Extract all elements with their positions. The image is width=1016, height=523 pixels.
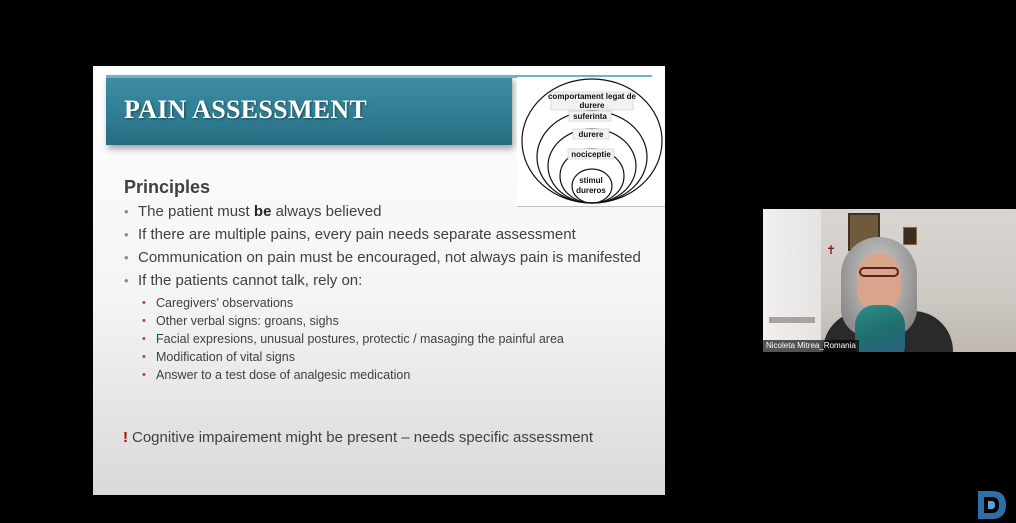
sub-bullet-item: • Caregivers’ observations bbox=[138, 294, 643, 312]
participant-scarf bbox=[855, 305, 905, 352]
diagram-label-comportament: comportament legat de bbox=[547, 92, 637, 101]
participant-video-tile[interactable] bbox=[763, 209, 1016, 352]
participant-face bbox=[857, 253, 901, 311]
shared-slide bbox=[93, 66, 665, 495]
sub-bullet-item: • Modification of vital signs bbox=[138, 348, 643, 366]
participant-glasses bbox=[859, 267, 899, 277]
bullet-item: • Communication on pain must be encouraged, not always pain is manifested bbox=[123, 248, 643, 267]
pain-concentric-diagram bbox=[517, 77, 665, 207]
background-window bbox=[763, 209, 821, 352]
sub-bullet-item: • Facial expresions, unusual postures, protectic / masaging the painful area bbox=[138, 330, 643, 348]
diagram-label-durere: durere bbox=[578, 130, 604, 139]
diagram-label-stimul: stimul bbox=[579, 176, 603, 185]
background-ornament: ✝ bbox=[826, 243, 837, 257]
bullet-item: • If there are multiple pains, every pain needs separate assessment bbox=[123, 225, 643, 244]
diagram-label-dureros: dureros bbox=[576, 186, 606, 195]
sub-bullet-item: • Answer to a test dose of analgesic medication bbox=[138, 366, 643, 384]
sub-bullet-item: • Other verbal signs: groans, sighs bbox=[138, 312, 643, 330]
slide-title: PAIN ASSESSMENT bbox=[124, 95, 368, 124]
exclamation-mark: ! bbox=[123, 429, 128, 446]
bullet-item: • The patient must be always believed bbox=[123, 202, 643, 221]
principles-list bbox=[123, 202, 643, 388]
cognitive-note bbox=[123, 429, 593, 446]
diagram-label-nociceptie: nociceptie bbox=[571, 150, 611, 159]
diagram-label-durere-top: durere bbox=[579, 101, 605, 110]
participant-name-label: Nicoleta Mitrea_Romania bbox=[763, 340, 859, 352]
background-icon-frame bbox=[903, 227, 917, 245]
sub-bullet-list bbox=[138, 294, 643, 384]
note-text: Cognitive impairement might be present – needs specific assessment bbox=[132, 429, 594, 446]
diagram-label-suferinta: suferinta bbox=[573, 112, 607, 121]
presenter-logo-icon bbox=[976, 489, 1008, 521]
background-shelf bbox=[769, 317, 815, 323]
title-bar bbox=[106, 75, 512, 145]
bullet-item: • If the patients cannot talk, rely on: • Caregivers’ observations • Other verbal signs: groans, sighs • Facial expresions, unusual postures, protectic / masaging the painful area • Modification of vital signs • Answer to a test dose of analgesic medication bbox=[123, 271, 643, 384]
slide-heading: Principles bbox=[124, 177, 211, 197]
